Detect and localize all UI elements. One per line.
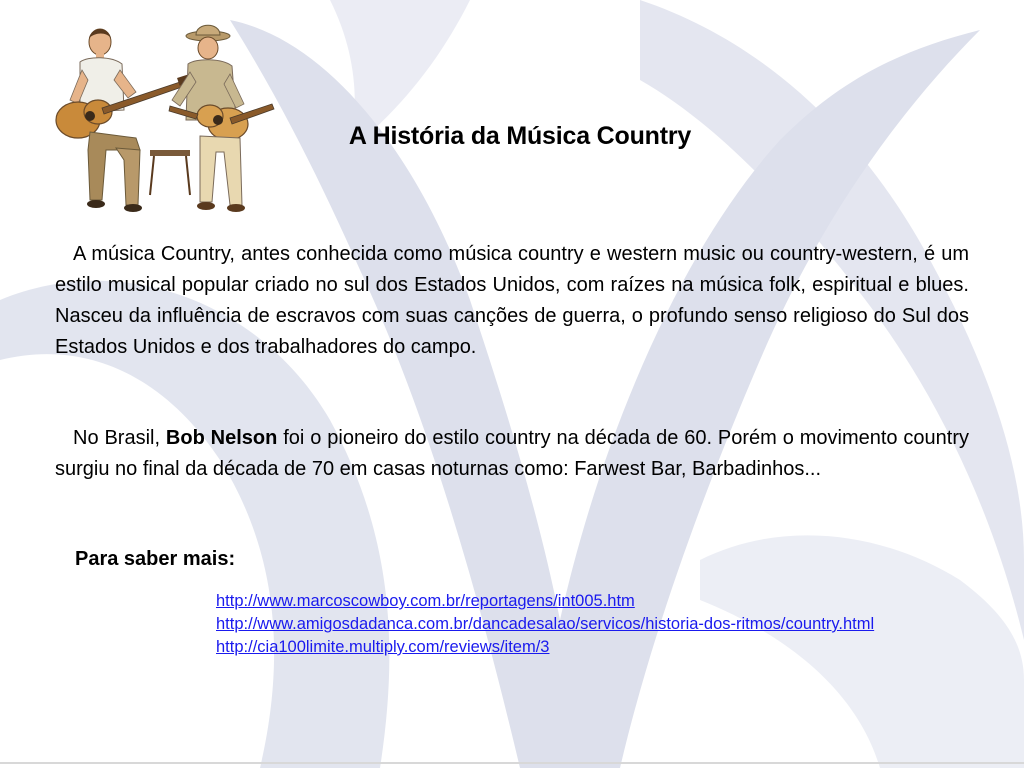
reference-links: [216, 590, 874, 659]
brazil-paragraph-start: No Brasil,: [73, 427, 166, 449]
stool: [150, 150, 190, 195]
footer-divider: [0, 762, 1024, 764]
guitar-players-illustration: [40, 20, 280, 215]
right-musician-figure: [169, 25, 274, 212]
brazil-paragraph-end: foi o pioneiro do estilo country na década de 60. Porém o movimento country surgiu no final da década de 70 em casas noturnas como: Farwest Bar, Barbadinhos...: [55, 427, 970, 480]
learn-more-label: Para saber mais:: [75, 548, 236, 570]
bob-nelson-name: Bob Nelson: [165, 427, 278, 449]
link-cia100limite[interactable]: http://cia100limite.multiply.com/reviews/item/3: [216, 638, 550, 656]
brazil-paragraph: [55, 423, 969, 485]
intro-paragraph: A música Country, antes conhecida como música country e western music ou country-western, é um estilo musical popular criado no sul dos Estados Unidos, com raízes na música folk, espiritual e blues. Nasceu da influência de escravos com suas canções de guerra, o profundo senso religioso do Sul dos Estados Unidos e dos trabalhadores do campo.: [55, 243, 969, 358]
link-marcoscowboy[interactable]: http://www.marcoscowboy.com.br/reportagens/int005.htm: [216, 592, 635, 610]
link-amigosdadanca[interactable]: http://www.amigosdadanca.com.br/dancadesalao/servicos/historia-dos-ritmos/country.html: [216, 615, 875, 633]
left-musician-figure: [56, 29, 191, 212]
page-title: A História da Música Country: [348, 122, 692, 150]
